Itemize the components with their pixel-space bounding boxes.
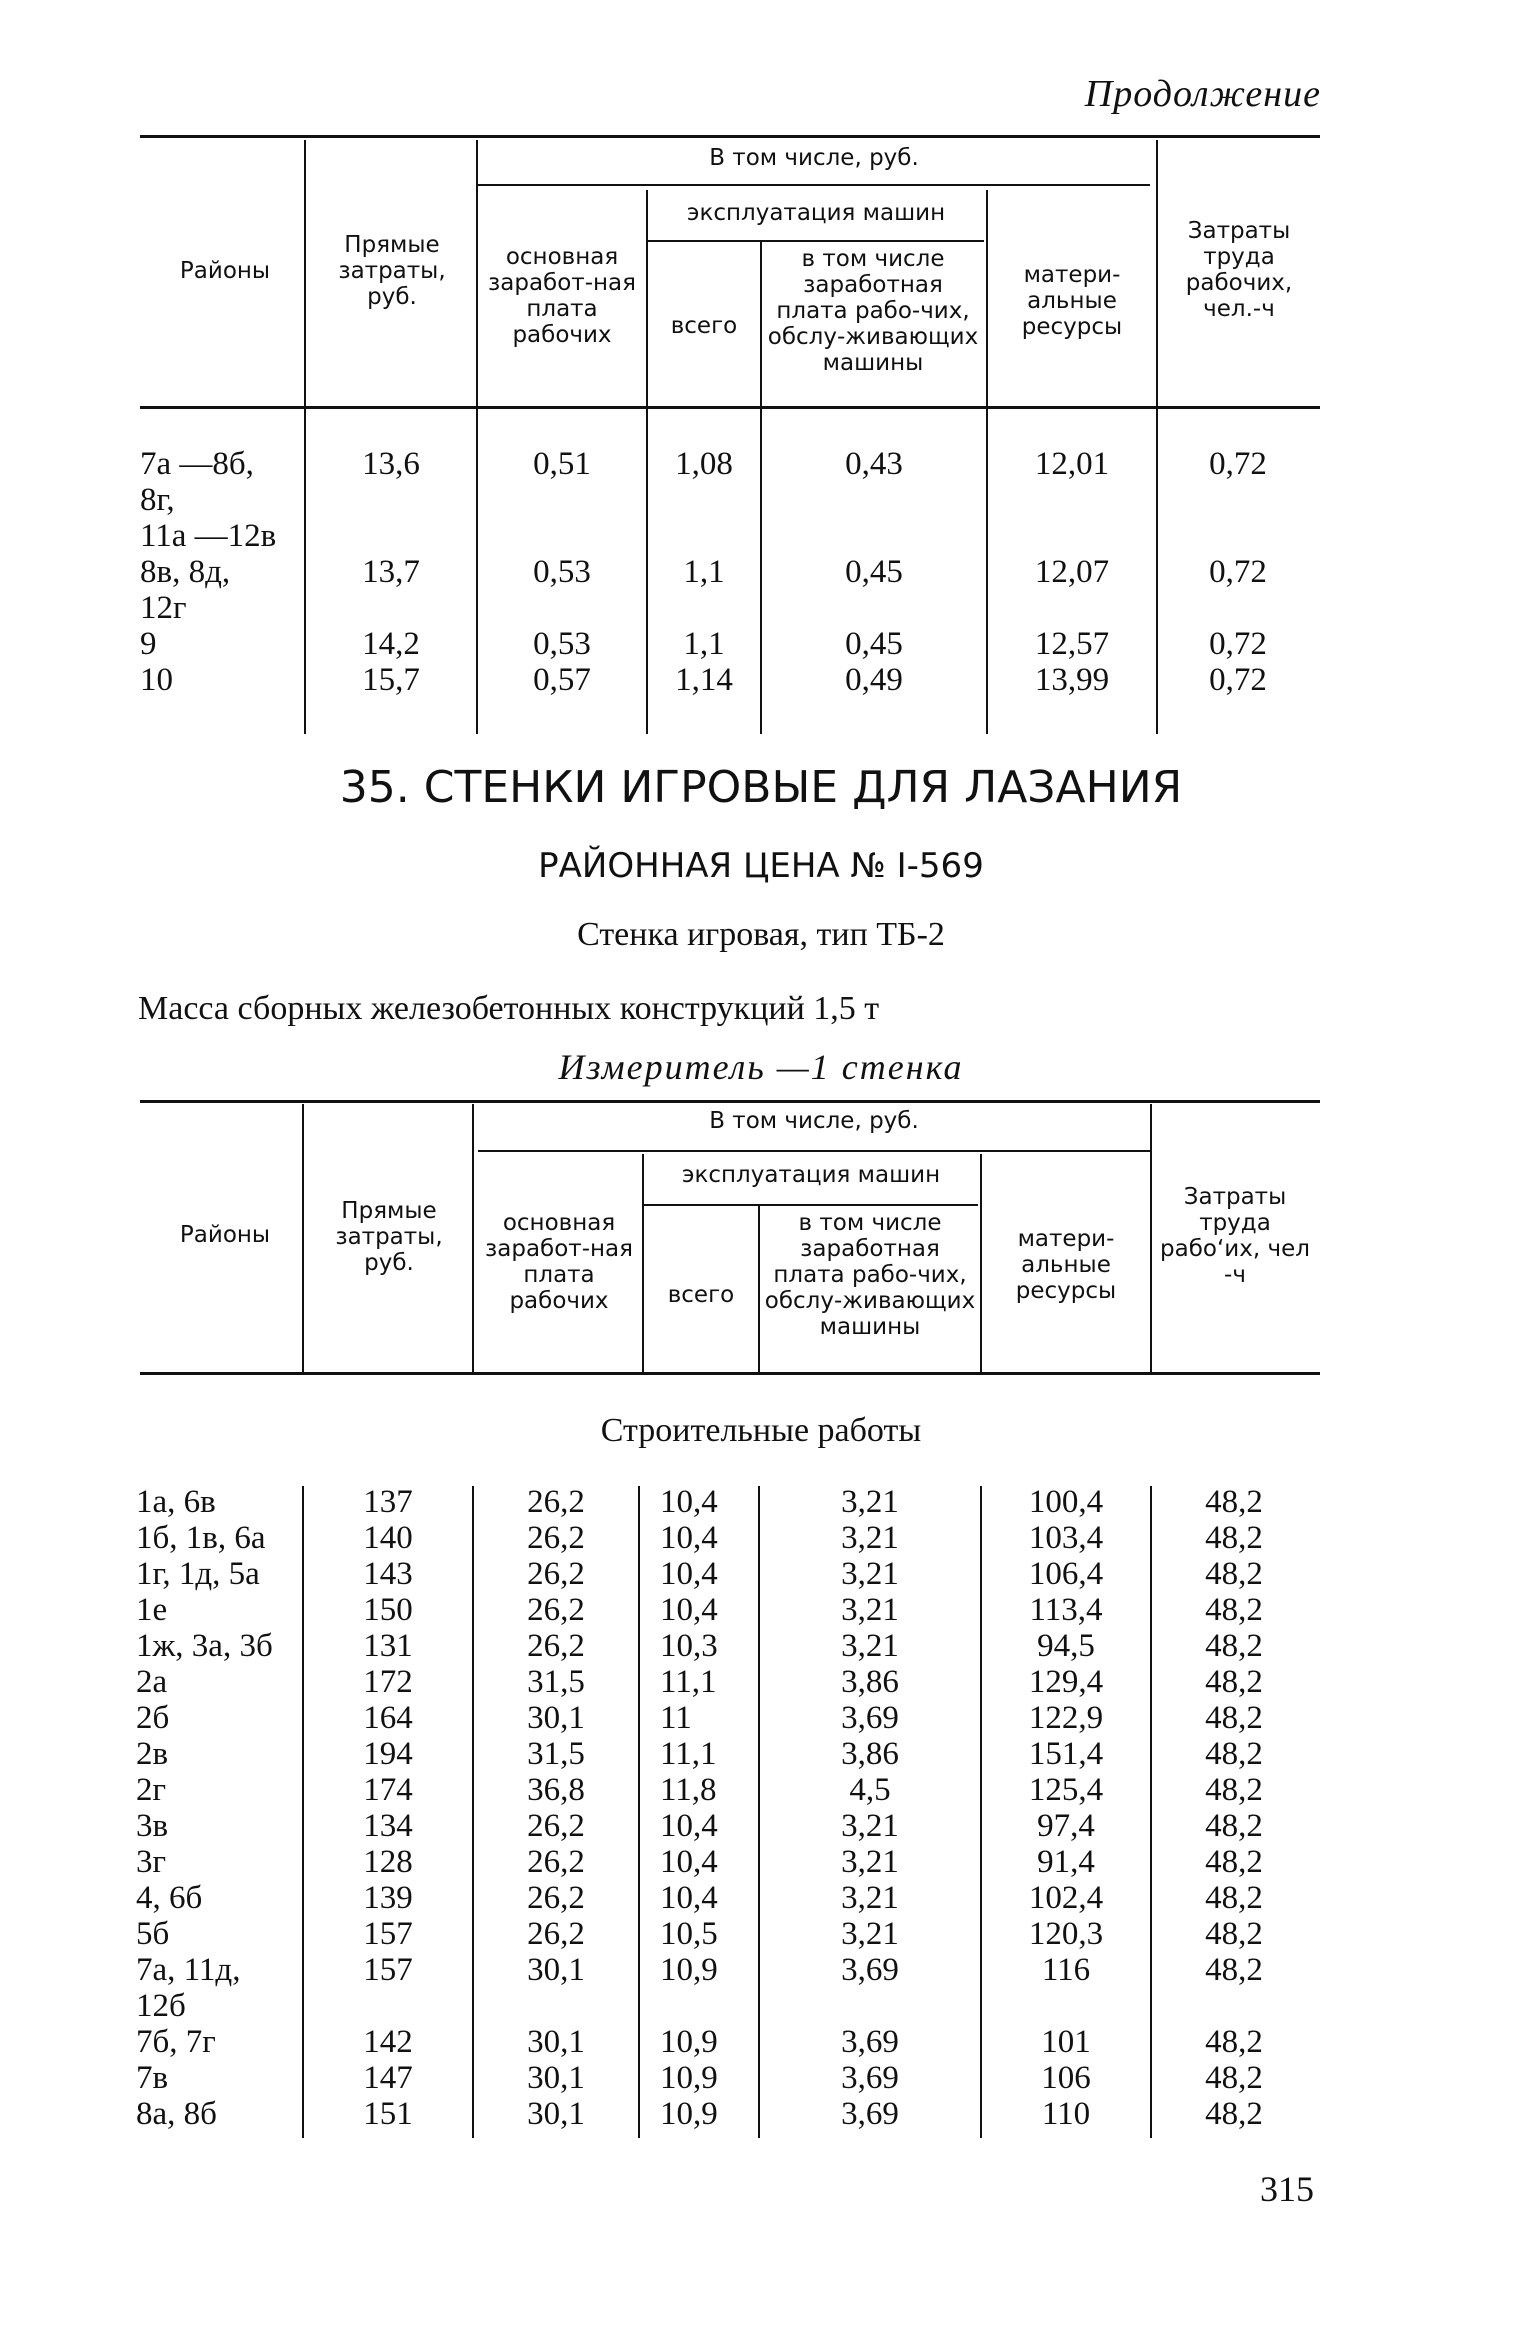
t1-r2-region-b: 12г <box>140 590 187 626</box>
cell-direct: 143 <box>363 1556 413 1592</box>
cell-labor: 48,2 <box>1205 1808 1263 1844</box>
cell-direct: 139 <box>363 1880 413 1916</box>
cell-wage: 30,1 <box>527 2096 585 2132</box>
cell-incl: 3,86 <box>841 1664 899 1700</box>
t1-r2-direct: 13,7 <box>362 554 420 590</box>
t2-header-total: всего <box>667 1282 735 1308</box>
cell-direct: 131 <box>363 1628 413 1664</box>
cell-material: 91,4 <box>1037 1844 1095 1880</box>
t1-r3-direct: 14,2 <box>362 626 420 662</box>
cell-direct: 157 <box>363 1916 413 1952</box>
cell-labor: 48,2 <box>1205 2024 1263 2060</box>
cell-direct: 194 <box>363 1736 413 1772</box>
cell-total: 10,9 <box>660 2024 718 2060</box>
t1-r4-region: 10 <box>140 662 173 698</box>
table-row <box>0 1736 1522 1772</box>
cell-wage: 30,1 <box>527 1952 585 1988</box>
t2-header-material: матери-альные ресурсы <box>1015 1226 1117 1304</box>
t1-r4-material: 13,99 <box>1034 662 1110 698</box>
cell-region: 2а <box>136 1664 168 1700</box>
cell-labor: 48,2 <box>1205 1556 1263 1592</box>
cell-direct: 164 <box>363 1700 413 1736</box>
table-row <box>0 1700 1522 1736</box>
table-row <box>0 1772 1522 1808</box>
cell-direct: 172 <box>363 1664 413 1700</box>
cell-incl: 3,21 <box>841 1556 899 1592</box>
cell-material: 110 <box>1041 2096 1091 2132</box>
cell-direct: 157 <box>363 1952 413 1988</box>
cell-labor: 48,2 <box>1205 1700 1263 1736</box>
table-row <box>0 1844 1522 1880</box>
cell-incl: 3,86 <box>841 1736 899 1772</box>
t2-header-incl-wage: в том числе заработная плата рабо-чих, обслу-живающих машины <box>764 1210 976 1340</box>
table-row <box>0 2060 1522 2096</box>
cell-material: 122,9 <box>1028 1700 1104 1736</box>
t1-header-base-wage: основная заработ-ная плата рабочих <box>488 244 636 348</box>
cell-total: 11,1 <box>660 1736 717 1772</box>
t1-r2-material: 12,07 <box>1034 554 1110 590</box>
cell-region: 1а, 6в <box>136 1484 216 1520</box>
price-title: РАЙОННАЯ ЦЕНА № I-569 <box>538 846 984 886</box>
cell-total: 10,9 <box>660 2060 718 2096</box>
cell-material: 97,4 <box>1037 1808 1095 1844</box>
cell-material: 125,4 <box>1028 1772 1104 1808</box>
cell-incl: 3,21 <box>841 1844 899 1880</box>
page-number: 315 <box>1260 2169 1314 2209</box>
cell-material: 113,4 <box>1029 1592 1103 1628</box>
table-row <box>0 1592 1522 1628</box>
t1-header-direct: Прямые затраты, руб. <box>338 232 446 310</box>
cell-direct: 150 <box>363 1592 413 1628</box>
cell-direct: 140 <box>363 1520 413 1556</box>
mass-line: Масса сборных железобетонных конструкций 1,5 т <box>138 990 880 1027</box>
cell-wage: 26,2 <box>527 1628 585 1664</box>
t2-header-direct: Прямые затраты, руб. <box>335 1198 443 1276</box>
t1-r2-incl: 0,45 <box>845 554 903 590</box>
t1-r3-incl: 0,45 <box>845 626 903 662</box>
cell-wage: 30,1 <box>527 2024 585 2060</box>
cell-region: 1ж, 3а, 3б <box>136 1628 273 1664</box>
table-row <box>0 1484 1522 1520</box>
cell-total: 10,5 <box>660 1916 718 1952</box>
cell-region: 3г <box>136 1844 167 1880</box>
cell-labor: 48,2 <box>1205 1916 1263 1952</box>
table-row <box>0 1916 1522 1952</box>
cell-wage: 31,5 <box>527 1664 585 1700</box>
cell-incl: 3,21 <box>841 1520 899 1556</box>
cell-total: 10,4 <box>660 1592 718 1628</box>
cell-labor: 48,2 <box>1205 1736 1263 1772</box>
cell-wage: 26,2 <box>527 1844 585 1880</box>
cell-material: 116 <box>1041 1952 1091 1988</box>
cell-region: 2г <box>136 1772 167 1808</box>
t1-r1-labor: 0,72 <box>1209 446 1267 482</box>
cell-direct: 151 <box>363 2096 413 2132</box>
cell-incl: 3,69 <box>841 2096 899 2132</box>
cell-region: 1е <box>136 1592 168 1628</box>
t1-header-total: всего <box>670 313 738 339</box>
t1-r3-labor: 0,72 <box>1209 626 1267 662</box>
cell-material: 106,4 <box>1028 1556 1104 1592</box>
t1-r4-total: 1,14 <box>675 662 733 698</box>
t1-r1-region-b: 8г, <box>140 482 175 518</box>
cell-material: 106 <box>1041 2060 1091 2096</box>
section-title: 35. СТЕНКИ ИГРОВЫЕ ДЛЯ ЛАЗАНИЯ <box>339 762 1183 813</box>
cell-wage: 30,1 <box>527 2060 585 2096</box>
continued-label: Продолжение <box>1084 73 1321 115</box>
cell-labor: 48,2 <box>1205 2096 1263 2132</box>
cell-incl: 3,21 <box>841 1808 899 1844</box>
table-row <box>0 1628 1522 1664</box>
cell-direct: 142 <box>363 2024 413 2060</box>
cell-total: 10,4 <box>660 1844 718 1880</box>
cell-total: 11,1 <box>660 1664 717 1700</box>
cell-region: 1г, 1д, 5а <box>136 1556 260 1592</box>
cell-total: 10,4 <box>660 1484 718 1520</box>
cell-material: 94,5 <box>1037 1628 1095 1664</box>
table-row <box>0 2096 1522 2132</box>
table-row <box>0 1952 1522 1988</box>
t1-r4-incl: 0,49 <box>845 662 903 698</box>
cell-material: 101 <box>1041 2024 1091 2060</box>
t1-r2-total: 1,1 <box>683 554 725 590</box>
cell-wage: 26,2 <box>527 1592 585 1628</box>
cell-region: 7в <box>136 2060 169 2096</box>
cell-incl: 3,69 <box>841 1952 899 1988</box>
t1-header-incl-wage: в том числе заработная плата рабо-чих, обслу-живающих машины <box>767 246 979 376</box>
cell-direct: 137 <box>363 1484 413 1520</box>
t1-header-material: матери-альные ресурсы <box>1021 262 1123 340</box>
cell-incl: 3,21 <box>841 1916 899 1952</box>
t2-header-including: В том числе, руб. <box>709 1108 919 1134</box>
cell-wage: 26,2 <box>527 1556 585 1592</box>
cell-total: 10,4 <box>660 1520 718 1556</box>
t1-r1-wage: 0,51 <box>533 446 591 482</box>
t2-header-regions: Районы <box>179 1222 271 1248</box>
t1-r3-wage: 0,53 <box>533 626 591 662</box>
cell-region: 1б, 1в, 6а <box>136 1520 266 1556</box>
cell-labor: 48,2 <box>1205 1952 1263 1988</box>
cell-incl: 3,21 <box>841 1484 899 1520</box>
cell-total: 10,4 <box>660 1808 718 1844</box>
t2-header-base-wage: основная заработ-ная плата рабочих <box>485 1210 633 1314</box>
cell-wage: 26,2 <box>527 1484 585 1520</box>
t1-r2-labor: 0,72 <box>1209 554 1267 590</box>
t1-r1-region-c: 11а —12в <box>140 518 277 554</box>
t1-r4-labor: 0,72 <box>1209 662 1267 698</box>
table-row <box>0 1664 1522 1700</box>
cell-region: 4, 6б <box>136 1880 203 1916</box>
cell-region: 8а, 8б <box>136 2096 217 2132</box>
cell-region: 5б <box>136 1916 170 1952</box>
cell-direct: 128 <box>363 1844 413 1880</box>
cell-region: 2б <box>136 1700 170 1736</box>
t1-r2-wage: 0,53 <box>533 554 591 590</box>
t2-header-machine-operation: эксплуатация машин <box>681 1162 941 1188</box>
cell-direct: 134 <box>363 1808 413 1844</box>
cell-total: 10,4 <box>660 1880 718 1916</box>
t1-r4-wage: 0,57 <box>533 662 591 698</box>
cell-labor: 48,2 <box>1205 1844 1263 1880</box>
t2-section-label: Строительные работы <box>600 1412 922 1449</box>
cell-labor: 48,2 <box>1205 1664 1263 1700</box>
cell-incl: 3,69 <box>841 2060 899 2096</box>
cell-wage: 26,2 <box>527 1880 585 1916</box>
cell-labor: 48,2 <box>1205 1592 1263 1628</box>
t1-header-machine-operation: эксплуатация машин <box>686 200 946 226</box>
cell-labor: 48,2 <box>1205 1880 1263 1916</box>
cell-labor: 48,2 <box>1205 1628 1263 1664</box>
cell-wage: 26,2 <box>527 1916 585 1952</box>
cell-wage: 30,1 <box>527 1700 585 1736</box>
cell-labor: 48,2 <box>1205 1772 1263 1808</box>
cell-total: 11 <box>660 1700 692 1736</box>
cell-region-continuation: 12б <box>136 1988 186 2024</box>
table-row <box>0 1808 1522 1844</box>
t1-header-including: В том числе, руб. <box>709 145 919 171</box>
cell-direct: 174 <box>363 1772 413 1808</box>
table-row <box>0 1556 1522 1592</box>
t1-r1-incl: 0,43 <box>845 446 903 482</box>
table-row <box>0 2024 1522 2060</box>
cell-region: 7а, 11д, <box>136 1952 241 1988</box>
t1-r1-direct: 13,6 <box>362 446 420 482</box>
cell-incl: 3,69 <box>841 2024 899 2060</box>
cell-material: 102,4 <box>1028 1880 1104 1916</box>
t1-r3-region: 9 <box>140 626 157 662</box>
cell-incl: 4,5 <box>849 1772 891 1808</box>
cell-wage: 26,2 <box>527 1808 585 1844</box>
t1-r3-total: 1,1 <box>683 626 725 662</box>
cell-region: 7б, 7г <box>136 2024 216 2060</box>
cell-labor: 48,2 <box>1205 1520 1263 1556</box>
cell-wage: 31,5 <box>527 1736 585 1772</box>
cell-wage: 26,2 <box>527 1520 585 1556</box>
cell-labor: 48,2 <box>1205 1484 1263 1520</box>
table-row <box>0 1880 1522 1916</box>
cell-labor: 48,2 <box>1205 2060 1263 2096</box>
cell-incl: 3,21 <box>841 1628 899 1664</box>
cell-material: 129,4 <box>1028 1664 1104 1700</box>
cell-total: 11,8 <box>660 1772 717 1808</box>
cell-total: 10,9 <box>660 1952 718 1988</box>
subtitle: Стенка игровая, тип ТБ-2 <box>577 916 945 953</box>
t2-header-labor: Затраты труда рабо‘их, чел -ч <box>1160 1184 1310 1288</box>
meter-line: Измеритель —1 стенка <box>558 1047 964 1087</box>
cell-incl: 3,69 <box>841 1700 899 1736</box>
cell-wage: 36,8 <box>527 1772 585 1808</box>
t1-r4-direct: 15,7 <box>362 662 420 698</box>
cell-material: 120,3 <box>1028 1916 1104 1952</box>
t1-header-regions: Районы <box>179 258 271 284</box>
cell-material: 151,4 <box>1028 1736 1104 1772</box>
t1-r1-material: 12,01 <box>1034 446 1110 482</box>
cell-total: 10,9 <box>660 2096 718 2132</box>
cell-region: 3в <box>136 1808 169 1844</box>
cell-incl: 3,21 <box>841 1592 899 1628</box>
table-row <box>0 1520 1522 1556</box>
t1-header-labor: Затраты труда рабочих, чел.-ч <box>1185 218 1293 322</box>
cell-region: 2в <box>136 1736 169 1772</box>
table-row-continuation <box>0 1988 1522 2024</box>
t1-r3-material: 12,57 <box>1034 626 1110 662</box>
t1-r1-total: 1,08 <box>675 446 733 482</box>
cell-incl: 3,21 <box>841 1880 899 1916</box>
cell-material: 100,4 <box>1028 1484 1104 1520</box>
cell-total: 10,4 <box>660 1556 718 1592</box>
t1-r2-region-a: 8в, 8д, <box>140 554 231 590</box>
cell-material: 103,4 <box>1028 1520 1104 1556</box>
cell-total: 10,3 <box>660 1628 718 1664</box>
t1-r1-region-a: 7а —8б, <box>140 446 254 482</box>
cell-direct: 147 <box>363 2060 413 2096</box>
